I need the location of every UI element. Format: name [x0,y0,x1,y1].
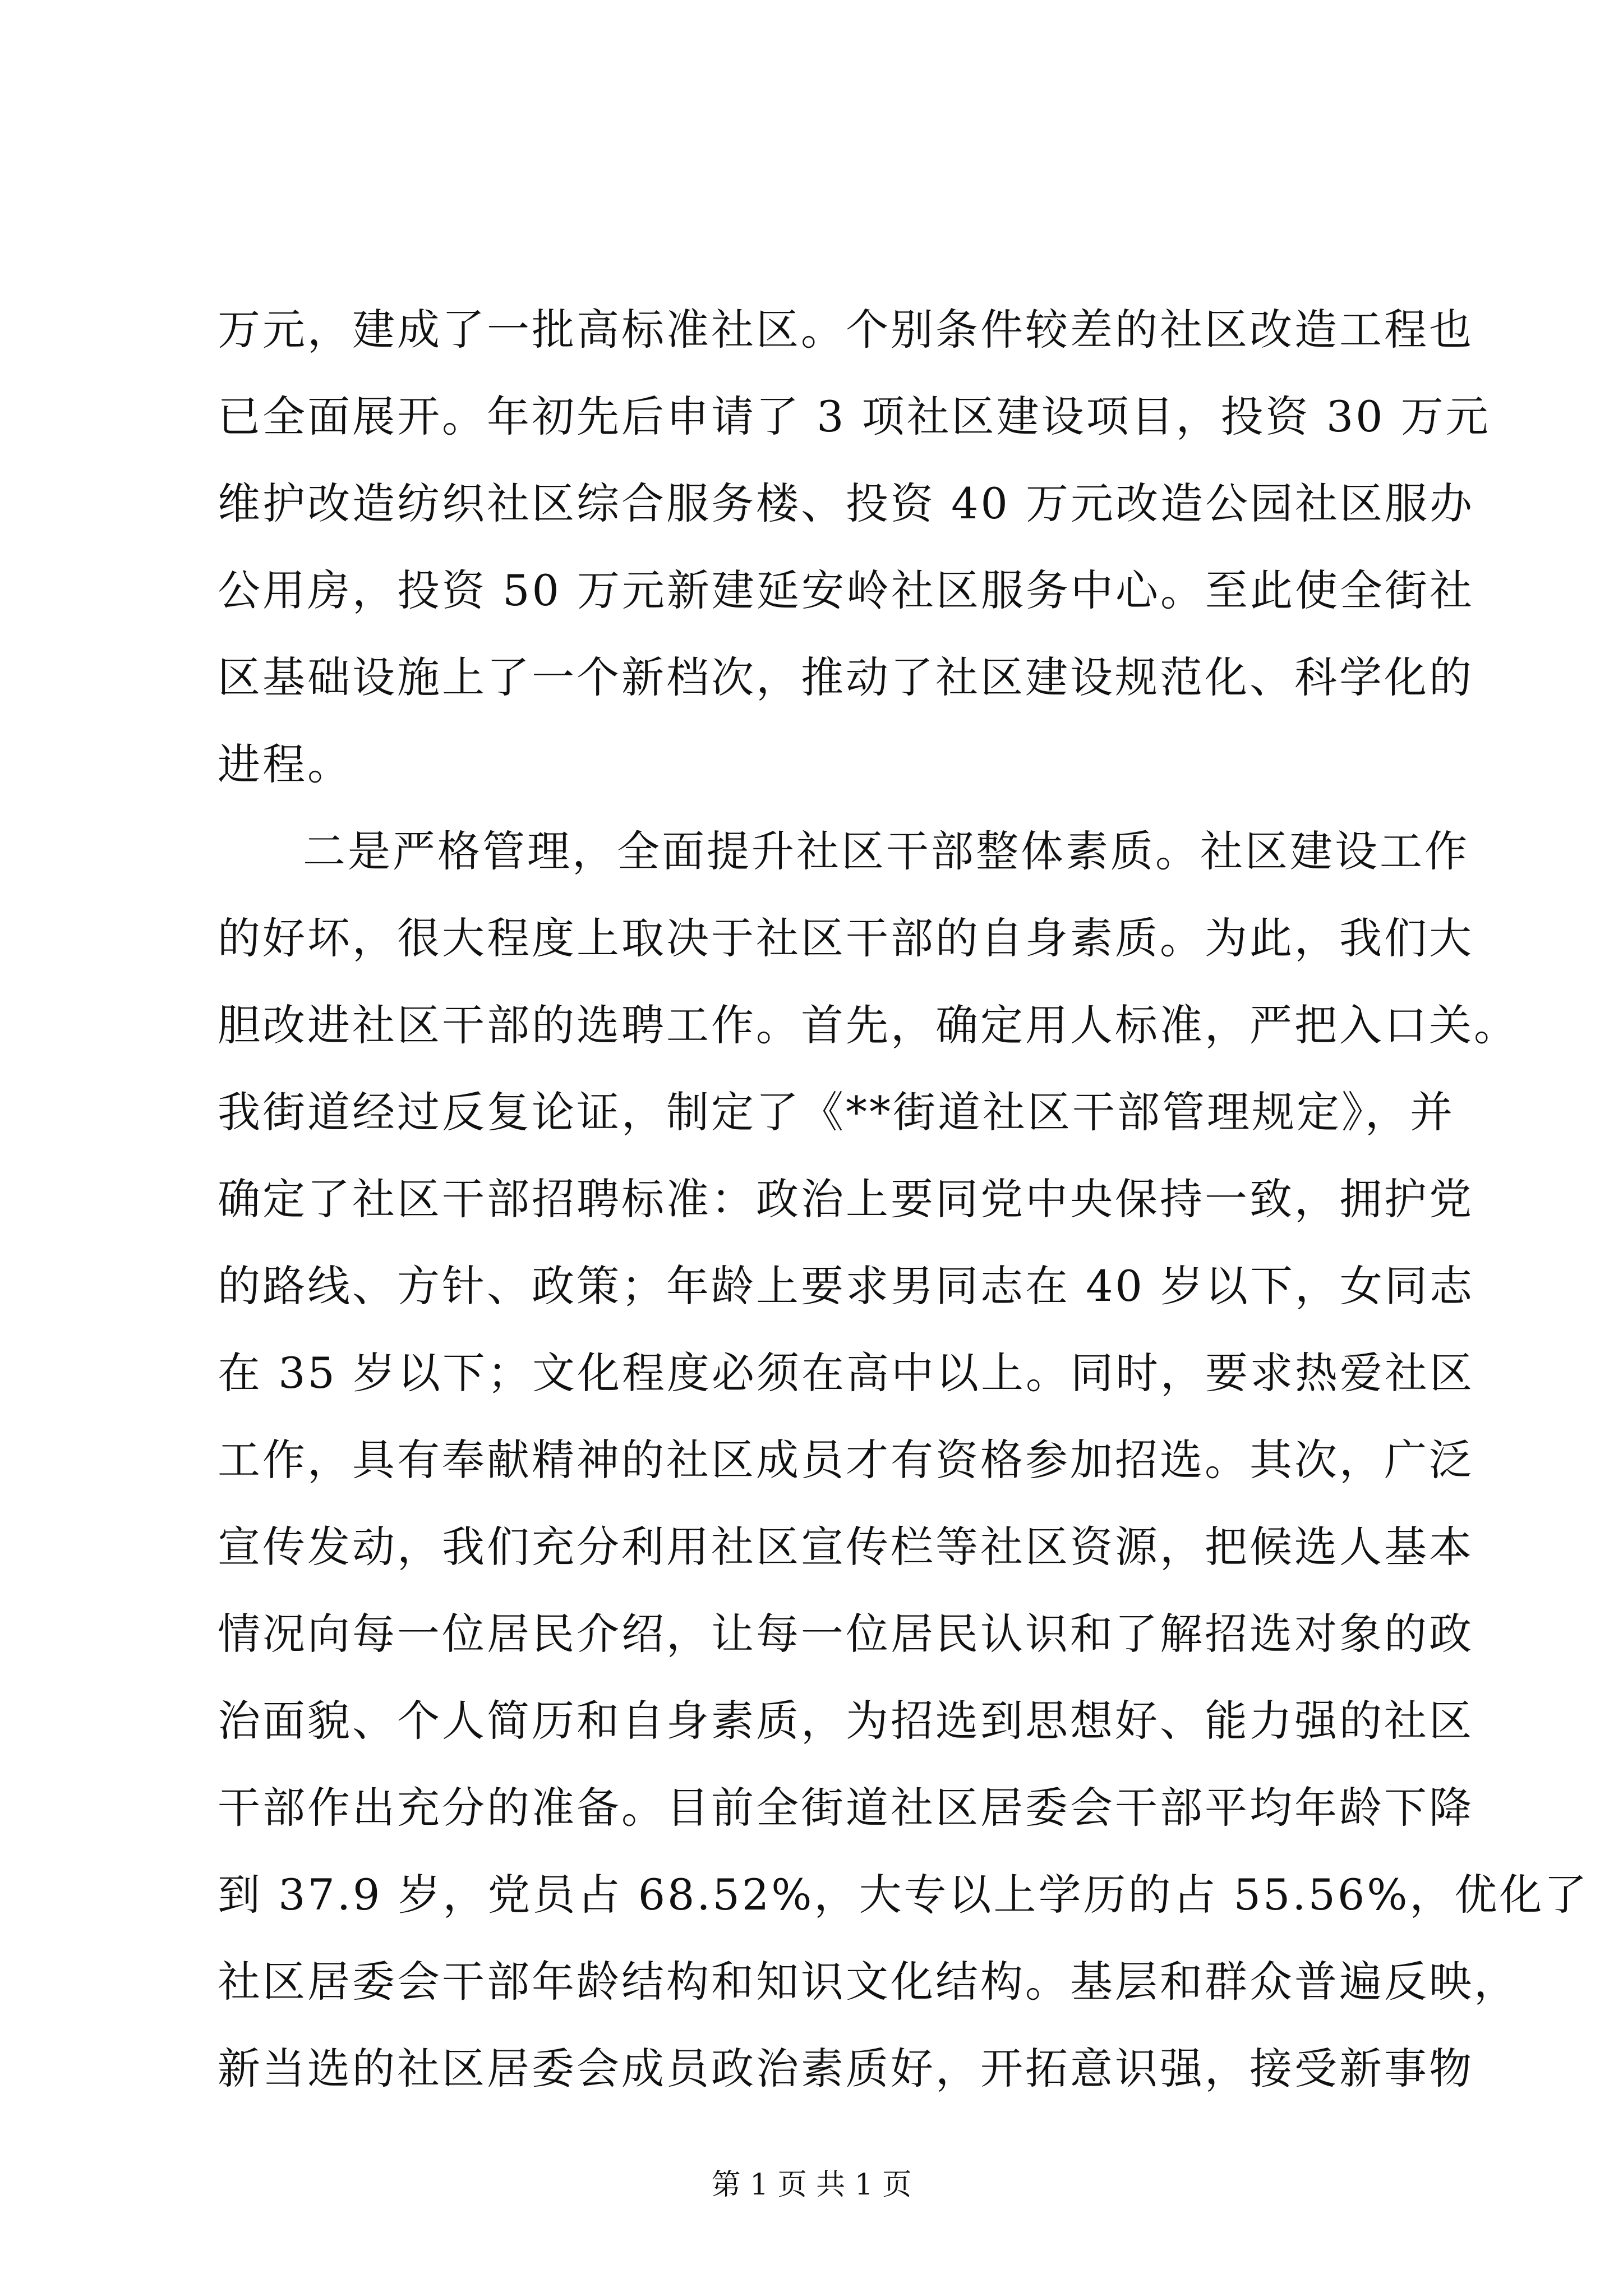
paragraph-line: 新当选的社区居委会成员政治素质好，开拓意识强，接受新事物 [218,2044,1474,2093]
page-footer: 第 1 页 共 1 页 [711,2168,912,2202]
paragraph-line: 的路线、方针、政策；年龄上要求男同志在 40 岁以下，女同志 [218,1261,1475,1311]
paragraph-line: 工作，具有奉献精神的社区成员才有资格参加招选。其次，广泛 [218,1435,1474,1485]
paragraph-line: 进程。 [218,739,352,789]
paragraph-line: 二是严格管理，全面提升社区干部整体素质。社区建设工作 [303,826,1469,876]
paragraph-line: 治面貌、个人简历和自身素质，为招选到思想好、能力强的社区 [218,1696,1474,1746]
paragraph-line: 区基础设施上了一个新档次，推动了社区建设规范化、科学化的 [218,652,1474,702]
paragraph-line: 在 35 岁以下；文化程度必须在高中以上。同时，要求热爱社区 [218,1348,1475,1398]
paragraph-line: 我街道经过反复论证，制定了《**街道社区干部管理规定》，并 [218,1087,1455,1137]
paragraph-line: 情况向每一位居民介绍，让每一位居民认识和了解招选对象的政 [218,1609,1474,1659]
paragraph-line: 干部作出充分的准备。目前全街道社区居委会干部平均年龄下降 [218,1783,1474,1833]
paragraph-2 [218,808,1589,2112]
paragraph-1 [218,286,1491,808]
paragraph-line: 社区居委会干部年龄结构和知识文化结构。基层和群众普遍反映， [218,1957,1519,2007]
paragraph-line: 到 37.9 岁，党员占 68.52%，大专以上学历的占 55.56%，优化了 [218,1870,1589,1920]
paragraph-line: 公用房，投资 50 万元新建延安岭社区服务中心。至此使全街社 [218,565,1475,615]
paragraph-line: 胆改进社区干部的选聘工作。首先，确定用人标准，严把入口关。 [218,1000,1519,1050]
paragraph-line: 已全面展开。年初先后申请了 3 项社区建设项目，投资 30 万元 [218,392,1491,441]
paragraph-line: 确定了社区干部招聘标准：政治上要同党中央保持一致，拥护党 [218,1174,1474,1224]
paragraph-line: 的好坏，很大程度上取决于社区干部的自身素质。为此，我们大 [218,913,1474,963]
paragraph-line: 维护改造纺织社区综合服务楼、投资 40 万元改造公园社区服办 [218,478,1475,528]
paragraph-line: 万元，建成了一批高标准社区。个别条件较差的社区改造工程也 [218,305,1474,355]
paragraph-line: 宣传发动，我们充分利用社区宣传栏等社区资源，把候选人基本 [218,1522,1474,1572]
body-text [218,286,1589,2112]
